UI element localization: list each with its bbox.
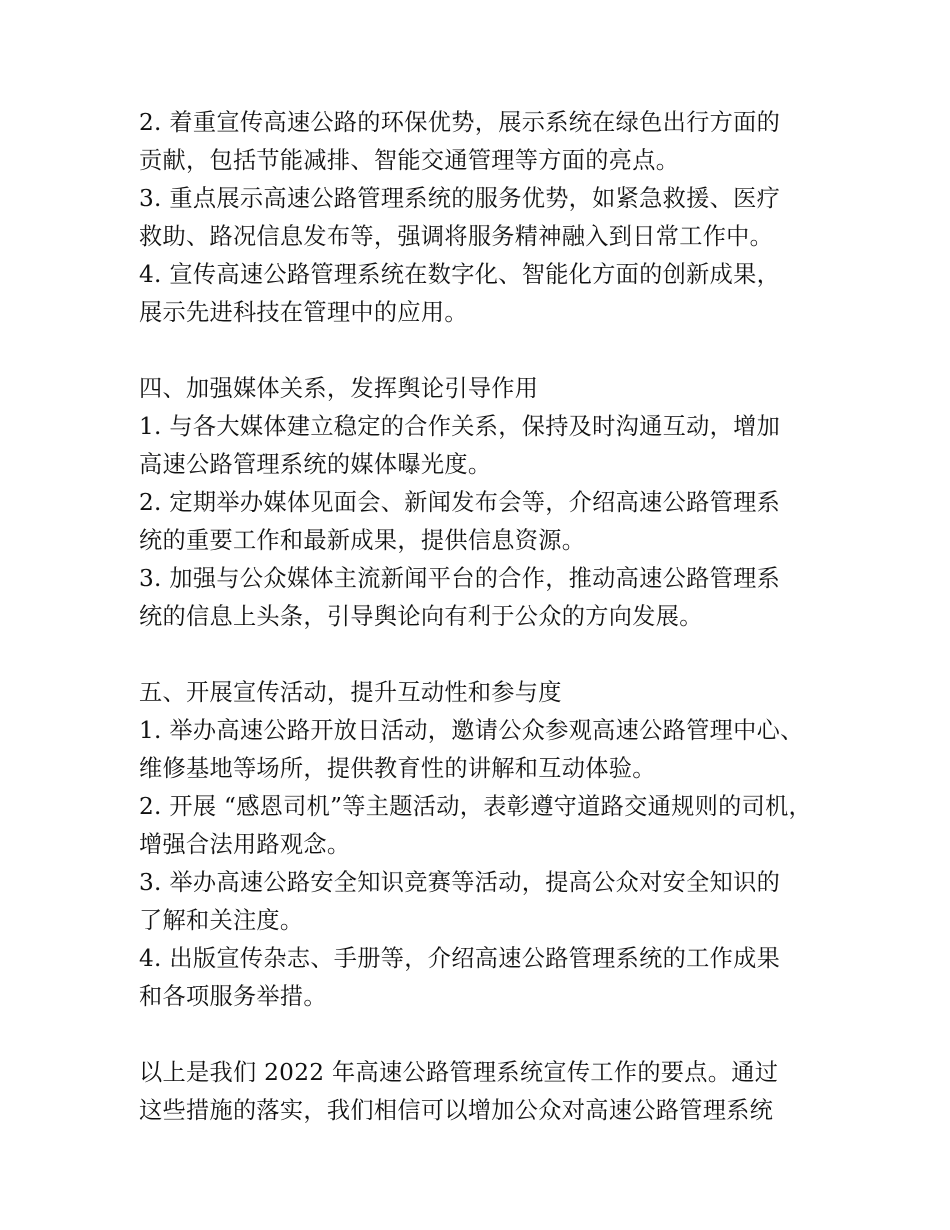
text-line: 救助、路况信息发布等，强调将服务精神融入到日常工作中。 [139, 223, 774, 250]
text-line: 2. 开展 “感恩司机”等主题活动，表彰遵守道路交通规则的司机， [139, 793, 813, 820]
text-line: 4. 宣传高速公路管理系统在数字化、智能化方面的创新成果， [139, 261, 781, 288]
text-line: 了解和关注度。 [139, 907, 304, 934]
text-line: 3. 重点展示高速公路管理系统的服务优势，如紧急救援、医疗 [139, 185, 781, 212]
text-line: 1. 与各大媒体建立稳定的合作关系，保持及时沟通互动，增加 [139, 413, 781, 440]
text-line: 贡献，包括节能减排、智能交通管理等方面的亮点。 [139, 147, 680, 174]
text-line: 增强合法用路观念。 [139, 831, 351, 858]
text-line: 这些措施的落实，我们相信可以增加公众对高速公路管理系统 [139, 1097, 774, 1124]
text-line: 3. 举办高速公路安全知识竞赛等活动，提高公众对安全知识的 [139, 869, 781, 896]
section-heading: 五、开展宣传活动，提升互动性和参与度 [139, 679, 562, 706]
text-line: 高速公路管理系统的媒体曝光度。 [139, 451, 492, 478]
section-3-tail [139, 104, 819, 332]
section-5 [139, 674, 819, 1016]
text-line: 展示先进科技在管理中的应用。 [139, 299, 468, 326]
paragraph-gap [139, 332, 819, 370]
document-body [139, 104, 819, 1130]
text-line: 统的信息上头条，引导舆论向有利于公众的方向发展。 [139, 603, 703, 630]
text-line: 和各项服务举措。 [139, 983, 327, 1010]
text-line: 4. 出版宣传杂志、手册等，介绍高速公路管理系统的工作成果 [139, 945, 781, 972]
text-line: 以上是我们 2022 年高速公路管理系统宣传工作的要点。通过 [139, 1059, 779, 1086]
section-heading: 四、加强媒体关系，发挥舆论引导作用 [139, 375, 539, 402]
text-line: 1. 举办高速公路开放日活动，邀请公众参观高速公路管理中心、 [139, 717, 804, 744]
section-4 [139, 370, 819, 636]
paragraph-gap [139, 1016, 819, 1054]
text-line: 统的重要工作和最新成果，提供信息资源。 [139, 527, 586, 554]
text-line: 3. 加强与公众媒体主流新闻平台的合作，推动高速公路管理系 [139, 565, 781, 592]
text-line: 维修基地等场所，提供教育性的讲解和互动体验。 [139, 755, 656, 782]
text-line: 2. 定期举办媒体见面会、新闻发布会等，介绍高速公路管理系 [139, 489, 781, 516]
paragraph-gap [139, 636, 819, 674]
conclusion [139, 1054, 819, 1130]
text-line: 2. 着重宣传高速公路的环保优势，展示系统在绿色出行方面的 [139, 109, 781, 136]
